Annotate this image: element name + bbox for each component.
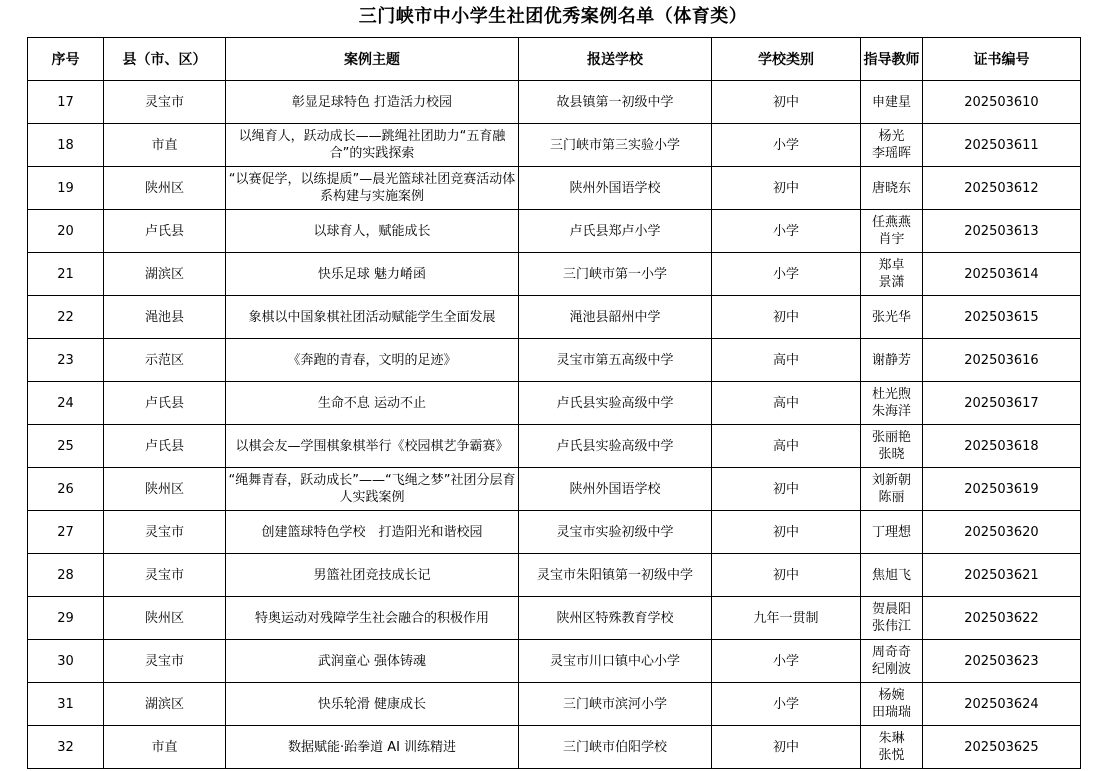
cell-county: 市直 bbox=[104, 124, 226, 167]
teacher-name: 张伟江 bbox=[871, 619, 911, 634]
cell-topic: 男篮社团竞技成长记 bbox=[226, 554, 519, 597]
cell-teacher bbox=[861, 382, 923, 425]
cell-school-type: 高中 bbox=[712, 339, 861, 382]
teacher-name: 贺晨阳 bbox=[871, 602, 911, 617]
teacher-name: 朱海洋 bbox=[871, 404, 911, 419]
cell-school-type: 小学 bbox=[712, 253, 861, 296]
cell-school: 卢氏县实验高级中学 bbox=[519, 425, 712, 468]
table-row bbox=[28, 210, 1081, 253]
teacher-name: 李瑶晖 bbox=[871, 146, 911, 161]
header-topic: 案例主题 bbox=[226, 38, 519, 81]
cell-county: 灵宝市 bbox=[104, 640, 226, 683]
cell-school: 故县镇第一初级中学 bbox=[519, 81, 712, 124]
table-row bbox=[28, 511, 1081, 554]
cell-no: 32 bbox=[28, 726, 104, 769]
header-no: 序号 bbox=[28, 38, 104, 81]
cell-school: 灵宝市第五高级中学 bbox=[519, 339, 712, 382]
cell-topic: “绳舞青春，跃动成长”——“飞绳之梦”社团分层育人实践案例 bbox=[226, 468, 519, 511]
table-row bbox=[28, 81, 1081, 124]
cell-no: 31 bbox=[28, 683, 104, 726]
cell-teacher bbox=[861, 167, 923, 210]
award-table bbox=[27, 37, 1081, 769]
cell-county: 灵宝市 bbox=[104, 554, 226, 597]
cell-certificate: 202503625 bbox=[923, 726, 1081, 769]
cell-school: 灵宝市朱阳镇第一初级中学 bbox=[519, 554, 712, 597]
cell-school-type: 初中 bbox=[712, 726, 861, 769]
table-row bbox=[28, 683, 1081, 726]
table-row bbox=[28, 640, 1081, 683]
cell-school-type: 初中 bbox=[712, 468, 861, 511]
cell-no: 25 bbox=[28, 425, 104, 468]
cell-county: 陕州区 bbox=[104, 468, 226, 511]
cell-no: 21 bbox=[28, 253, 104, 296]
cell-teacher bbox=[861, 683, 923, 726]
teacher-name: 张悦 bbox=[878, 748, 905, 763]
cell-school-type: 初中 bbox=[712, 81, 861, 124]
teacher-name: 焦旭飞 bbox=[871, 567, 911, 583]
cell-no: 28 bbox=[28, 554, 104, 597]
teacher-name: 陈丽 bbox=[878, 490, 905, 505]
cell-certificate: 202503618 bbox=[923, 425, 1081, 468]
cell-school: 三门峡市滨河小学 bbox=[519, 683, 712, 726]
teacher-name: 杜光煦 bbox=[871, 387, 911, 402]
cell-county: 示范区 bbox=[104, 339, 226, 382]
cell-certificate: 202503612 bbox=[923, 167, 1081, 210]
cell-teacher bbox=[861, 597, 923, 640]
teacher-name: 景潇 bbox=[878, 275, 905, 290]
cell-school-type: 初中 bbox=[712, 167, 861, 210]
header-teacher: 指导教师 bbox=[861, 38, 923, 81]
page-title: 三门峡市中小学生社团优秀案例名单（体育类） bbox=[358, 6, 748, 27]
teacher-name: 肖宇 bbox=[878, 232, 905, 247]
cell-topic: 快乐足球 魅力崤函 bbox=[226, 253, 519, 296]
cell-topic: 以球育人，赋能成长 bbox=[226, 210, 519, 253]
cell-teacher bbox=[861, 425, 923, 468]
cell-certificate: 202503624 bbox=[923, 683, 1081, 726]
cell-school: 陕州外国语学校 bbox=[519, 468, 712, 511]
cell-school-type: 初中 bbox=[712, 511, 861, 554]
cell-teacher bbox=[861, 124, 923, 167]
teacher-name: 田瑞瑞 bbox=[871, 705, 911, 720]
header-county: 县（市、区） bbox=[104, 38, 226, 81]
cell-no: 17 bbox=[28, 81, 104, 124]
cell-no: 23 bbox=[28, 339, 104, 382]
cell-certificate: 202503622 bbox=[923, 597, 1081, 640]
cell-school-type: 小学 bbox=[712, 640, 861, 683]
cell-topic: 创建篮球特色学校 打造阳光和谐校园 bbox=[226, 511, 519, 554]
table-header-row bbox=[28, 38, 1081, 81]
cell-school-type: 高中 bbox=[712, 382, 861, 425]
cell-school: 渑池县韶州中学 bbox=[519, 296, 712, 339]
teacher-name: 杨婉 bbox=[878, 688, 905, 703]
cell-teacher bbox=[861, 81, 923, 124]
cell-county: 卢氏县 bbox=[104, 425, 226, 468]
cell-topic: 以棋会友—学围棋象棋举行《校园棋艺争霸赛》 bbox=[226, 425, 519, 468]
teacher-name: 郑卓 bbox=[878, 258, 905, 273]
cell-no: 24 bbox=[28, 382, 104, 425]
cell-no: 18 bbox=[28, 124, 104, 167]
cell-topic: 象棋以中国象棋社团活动赋能学生全面发展 bbox=[226, 296, 519, 339]
cell-topic: 彰显足球特色 打造活力校园 bbox=[226, 81, 519, 124]
cell-school: 三门峡市伯阳学校 bbox=[519, 726, 712, 769]
cell-topic: 武润童心 强体铸魂 bbox=[226, 640, 519, 683]
cell-certificate: 202503617 bbox=[923, 382, 1081, 425]
cell-school: 三门峡市第三实验小学 bbox=[519, 124, 712, 167]
cell-county: 湖滨区 bbox=[104, 253, 226, 296]
cell-teacher bbox=[861, 554, 923, 597]
teacher-name: 纪刚波 bbox=[871, 662, 911, 677]
cell-certificate: 202503623 bbox=[923, 640, 1081, 683]
cell-teacher bbox=[861, 511, 923, 554]
cell-county: 陕州区 bbox=[104, 597, 226, 640]
teacher-name: 丁理想 bbox=[871, 524, 911, 540]
cell-teacher bbox=[861, 210, 923, 253]
table-row bbox=[28, 339, 1081, 382]
table-row bbox=[28, 296, 1081, 339]
cell-teacher bbox=[861, 468, 923, 511]
cell-topic: 以绳育人，跃动成长——跳绳社团助力“五育融合”的实践探索 bbox=[226, 124, 519, 167]
teacher-name: 申建星 bbox=[871, 94, 911, 110]
cell-teacher bbox=[861, 640, 923, 683]
cell-school: 陕州外国语学校 bbox=[519, 167, 712, 210]
cell-no: 19 bbox=[28, 167, 104, 210]
cell-no: 30 bbox=[28, 640, 104, 683]
cell-certificate: 202503621 bbox=[923, 554, 1081, 597]
cell-county: 卢氏县 bbox=[104, 382, 226, 425]
cell-school: 卢氏县郑卢小学 bbox=[519, 210, 712, 253]
header-school: 报送学校 bbox=[519, 38, 712, 81]
cell-county: 灵宝市 bbox=[104, 511, 226, 554]
teacher-name: 杨光 bbox=[878, 129, 905, 144]
cell-no: 27 bbox=[28, 511, 104, 554]
cell-certificate: 202503619 bbox=[923, 468, 1081, 511]
cell-certificate: 202503615 bbox=[923, 296, 1081, 339]
table-row bbox=[28, 124, 1081, 167]
cell-teacher bbox=[861, 296, 923, 339]
cell-school-type: 小学 bbox=[712, 124, 861, 167]
cell-school-type: 小学 bbox=[712, 210, 861, 253]
cell-topic: 特奥运动对残障学生社会融合的积极作用 bbox=[226, 597, 519, 640]
cell-certificate: 202503616 bbox=[923, 339, 1081, 382]
teacher-name: 周奇奇 bbox=[871, 645, 911, 660]
cell-topic: 生命不息 运动不止 bbox=[226, 382, 519, 425]
cell-school-type: 九年一贯制 bbox=[712, 597, 861, 640]
cell-certificate: 202503613 bbox=[923, 210, 1081, 253]
cell-topic: 数据赋能·跆拳道 AI 训练精进 bbox=[226, 726, 519, 769]
cell-county: 卢氏县 bbox=[104, 210, 226, 253]
table-row bbox=[28, 468, 1081, 511]
cell-school: 卢氏县实验高级中学 bbox=[519, 382, 712, 425]
cell-county: 陕州区 bbox=[104, 167, 226, 210]
cell-county: 灵宝市 bbox=[104, 81, 226, 124]
teacher-name: 朱琳 bbox=[878, 731, 905, 746]
table-row bbox=[28, 425, 1081, 468]
cell-certificate: 202503614 bbox=[923, 253, 1081, 296]
teacher-name: 谢静芳 bbox=[871, 352, 911, 368]
teacher-name: 张丽艳 bbox=[871, 430, 911, 445]
teacher-name: 张光华 bbox=[871, 309, 911, 325]
cell-topic: 快乐轮滑 健康成长 bbox=[226, 683, 519, 726]
table-row bbox=[28, 597, 1081, 640]
cell-county: 市直 bbox=[104, 726, 226, 769]
cell-county: 渑池县 bbox=[104, 296, 226, 339]
table-row bbox=[28, 554, 1081, 597]
cell-no: 20 bbox=[28, 210, 104, 253]
teacher-name: 唐晓东 bbox=[871, 180, 911, 196]
header-certificate: 证书编号 bbox=[923, 38, 1081, 81]
table-row bbox=[28, 167, 1081, 210]
cell-school: 灵宝市川口镇中心小学 bbox=[519, 640, 712, 683]
cell-certificate: 202503620 bbox=[923, 511, 1081, 554]
cell-topic: 《奔跑的青春，文明的足迹》 bbox=[226, 339, 519, 382]
cell-certificate: 202503610 bbox=[923, 81, 1081, 124]
table-row bbox=[28, 382, 1081, 425]
teacher-name: 任燕燕 bbox=[871, 215, 911, 230]
teacher-name: 刘新朝 bbox=[871, 473, 911, 488]
cell-school: 三门峡市第一小学 bbox=[519, 253, 712, 296]
cell-county: 湖滨区 bbox=[104, 683, 226, 726]
cell-school: 陕州区特殊教育学校 bbox=[519, 597, 712, 640]
cell-school-type: 初中 bbox=[712, 554, 861, 597]
cell-certificate: 202503611 bbox=[923, 124, 1081, 167]
cell-teacher bbox=[861, 253, 923, 296]
cell-topic: “以赛促学，以练提质”—晨光篮球社团竞赛活动体系构建与实施案例 bbox=[226, 167, 519, 210]
cell-school-type: 高中 bbox=[712, 425, 861, 468]
cell-school: 灵宝市实验初级中学 bbox=[519, 511, 712, 554]
table-row bbox=[28, 253, 1081, 296]
teacher-name: 张晓 bbox=[878, 447, 905, 462]
header-school-type: 学校类别 bbox=[712, 38, 861, 81]
cell-school-type: 初中 bbox=[712, 296, 861, 339]
cell-no: 29 bbox=[28, 597, 104, 640]
cell-teacher bbox=[861, 339, 923, 382]
table-row bbox=[28, 726, 1081, 769]
cell-school-type: 小学 bbox=[712, 683, 861, 726]
cell-no: 26 bbox=[28, 468, 104, 511]
cell-teacher bbox=[861, 726, 923, 769]
cell-no: 22 bbox=[28, 296, 104, 339]
